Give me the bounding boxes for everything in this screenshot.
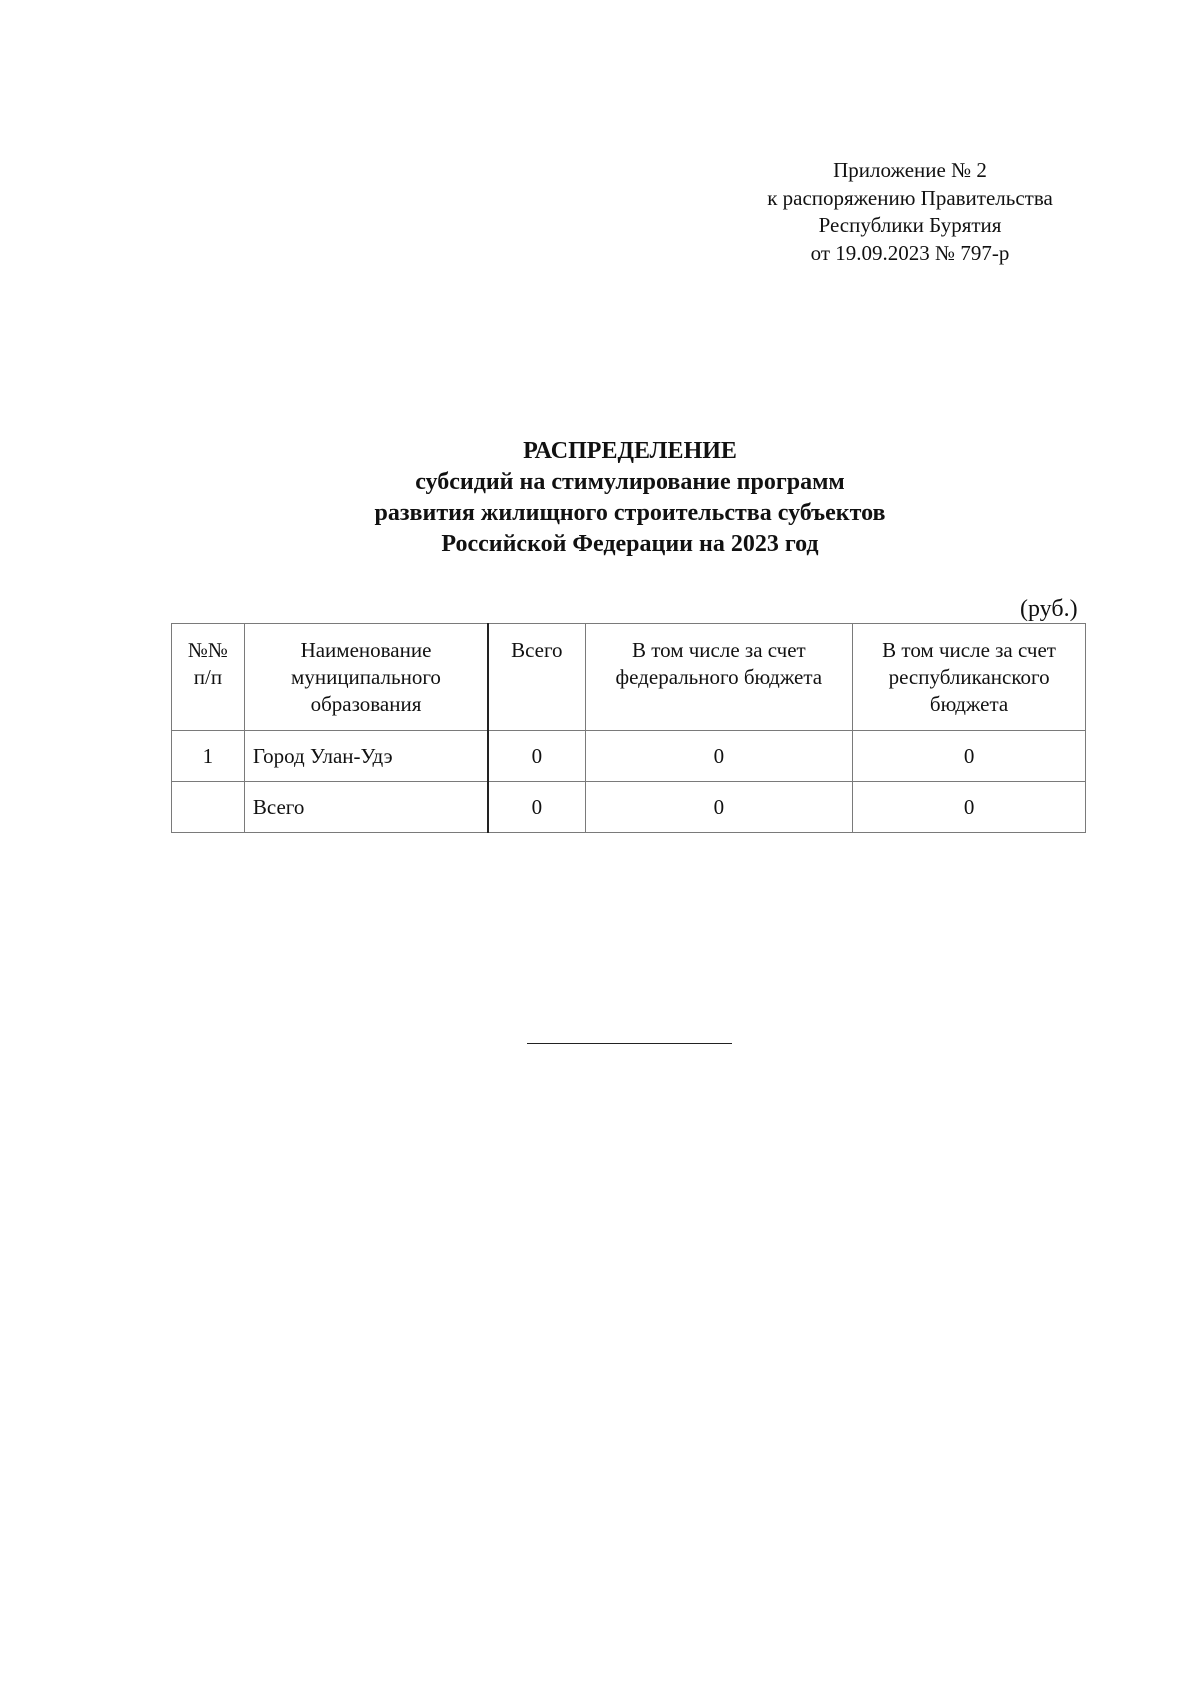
annex-line-3: Республики Бурятия (818, 213, 1002, 237)
cell-total: 0 (488, 731, 585, 782)
header-name: Наименование муниципального образования (244, 624, 488, 731)
cell-name: Город Улан-Удэ (244, 731, 488, 782)
cell-federal: 0 (585, 731, 853, 782)
document-title (180, 436, 1080, 560)
cell-num (172, 782, 245, 833)
cell-republic: 0 (853, 731, 1086, 782)
distribution-table (171, 623, 1086, 833)
cell-name: Всего (244, 782, 488, 833)
title-line-1: РАСПРЕДЕЛЕНИЕ (523, 438, 737, 464)
table-header-row (172, 624, 1086, 731)
header-federal: В том числе за счет федерального бюджета (585, 624, 853, 731)
annex-line-1: Приложение № 2 (833, 158, 987, 182)
header-republic: В том числе за счет республиканского бюджета (853, 624, 1086, 731)
cell-republic: 0 (853, 782, 1086, 833)
table-total-row (172, 782, 1086, 833)
annex-line-4: от 19.09.2023 № 797-р (810, 240, 1010, 265)
cell-federal: 0 (585, 782, 853, 833)
units-label: (руб.) (1020, 596, 1078, 622)
cell-num: 1 (172, 731, 245, 782)
annex-line-2: к распоряжению Правительства (767, 185, 1053, 210)
table-row (172, 731, 1086, 782)
title-line-4: Российской Федерации на 2023 год (441, 531, 819, 557)
closing-divider (527, 1043, 732, 1044)
cell-total: 0 (488, 782, 585, 833)
title-line-2: субсидий на стимулирование программ (415, 469, 845, 495)
title-line-3: развития жилищного строительства субъектов (374, 500, 886, 526)
header-num: №№ п/п (172, 624, 245, 731)
header-total: Всего (488, 624, 585, 731)
annex-header (740, 157, 1120, 267)
